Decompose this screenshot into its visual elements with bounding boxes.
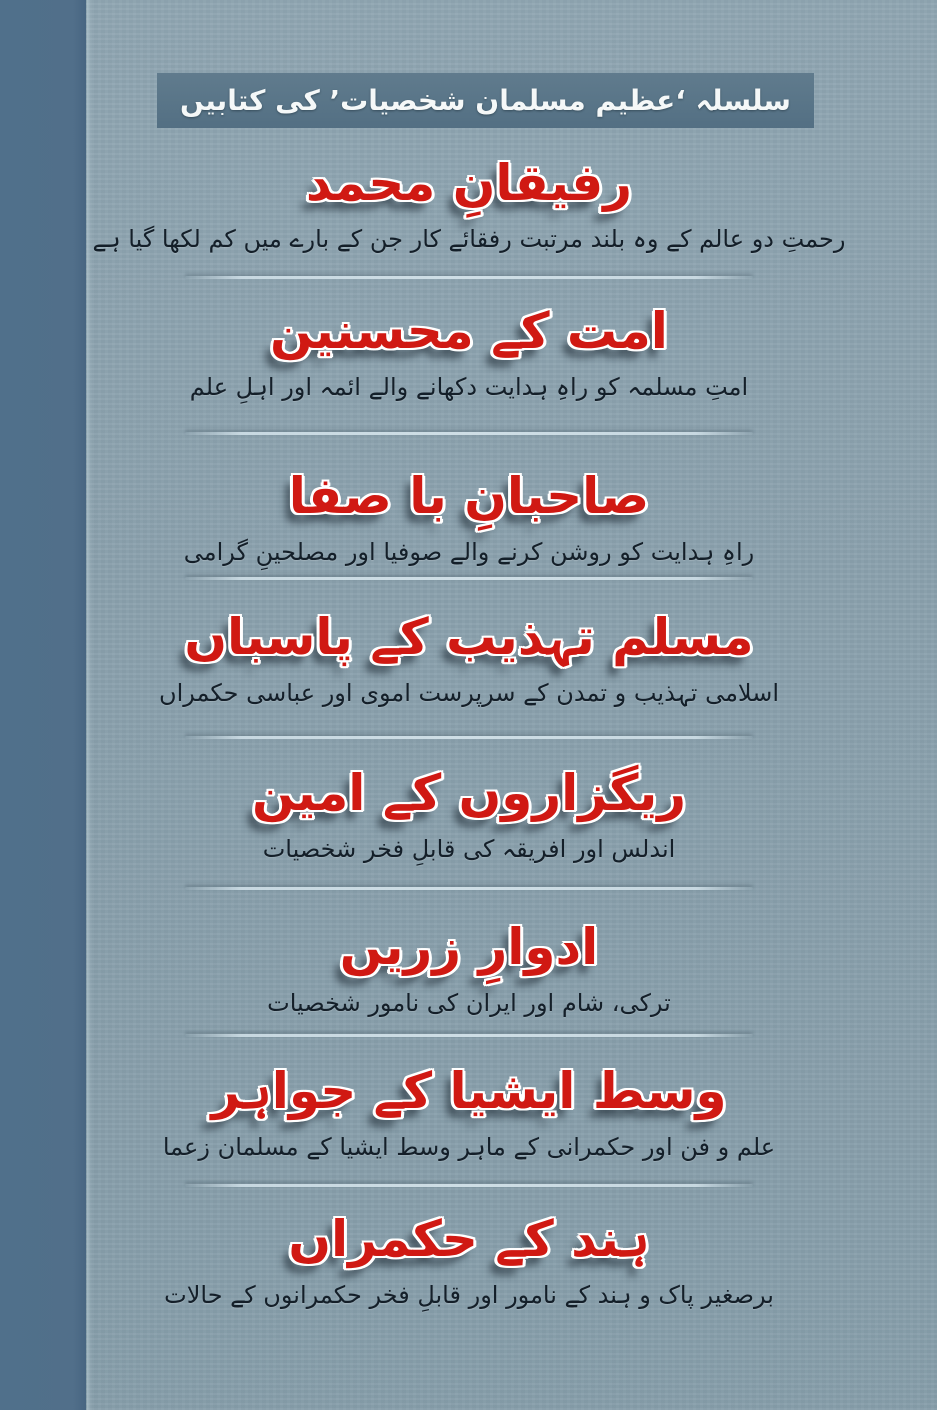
section-divider-5 [185, 887, 753, 890]
book-section-6 [86, 916, 852, 1018]
book-subtitle-1: رحمتِ دو عالم کے وہ بلند مرتبت رفقائے کار جن کے بارے میں کم لکھا گیا ہے [92, 224, 846, 253]
section-divider-4 [185, 736, 753, 739]
book-title-7: وسط ایشیا کے جواہر [211, 1062, 727, 1120]
book-title-2: امت کے محسنین [270, 302, 668, 360]
series-header-label: سلسلہ ‘عظیم مسلمان شخصیات’ کی کتابیں [180, 84, 791, 117]
book-title-1: رفیقانِ محمد [305, 154, 633, 212]
book-section-2 [86, 300, 852, 402]
book-section-1 [86, 152, 852, 254]
section-divider-2 [185, 432, 753, 435]
book-subtitle-4: اسلامی تہذیب و تمدن کے سرپرست اموی اور عباسی حکمراں [158, 678, 780, 707]
book-subtitle-8: برصغیر پاک و ہند کے نامور اور قابلِ فخر حکمرانوں کے حالات [164, 1280, 774, 1309]
book-section-7 [86, 1060, 852, 1162]
book-title-4: مسلم تہذیب کے پاسباں [184, 608, 754, 666]
book-subtitle-5: اندلس اور افریقہ کی قابلِ فخر شخصیات [262, 834, 676, 863]
book-section-4 [86, 606, 852, 708]
book-section-8 [86, 1208, 852, 1310]
book-section-3 [86, 465, 852, 567]
book-subtitle-3: راہِ ہدایت کو روشن کرنے والے صوفیا اور مصلحینِ گرامی [183, 537, 755, 566]
book-title-3: صاحبانِ با صفا [288, 467, 650, 525]
book-subtitle-2: امتِ مسلمہ کو راہِ ہدایت دکھانے والے ائمہ اور اہلِ علم [189, 372, 749, 401]
book-title-6: ادوارِ زریں [339, 918, 599, 976]
book-subtitle-6: ترکی، شام اور ایران کی نامور شخصیات [267, 988, 671, 1017]
book-title-8: ہند کے حکمراں [288, 1210, 650, 1268]
section-divider-7 [185, 1184, 753, 1187]
section-divider-6 [185, 1034, 753, 1037]
section-divider-3 [185, 577, 753, 580]
book-subtitle-7: علم و فن اور حکمرانی کے ماہر وسط ایشیا کے مسلمان زعما [162, 1132, 776, 1161]
book-section-5 [86, 762, 852, 864]
section-divider-1 [185, 276, 753, 279]
book-spine-strip [0, 0, 86, 1410]
book-title-5: ریگزاروں کے امین [251, 764, 687, 822]
book-list [86, 0, 852, 1410]
